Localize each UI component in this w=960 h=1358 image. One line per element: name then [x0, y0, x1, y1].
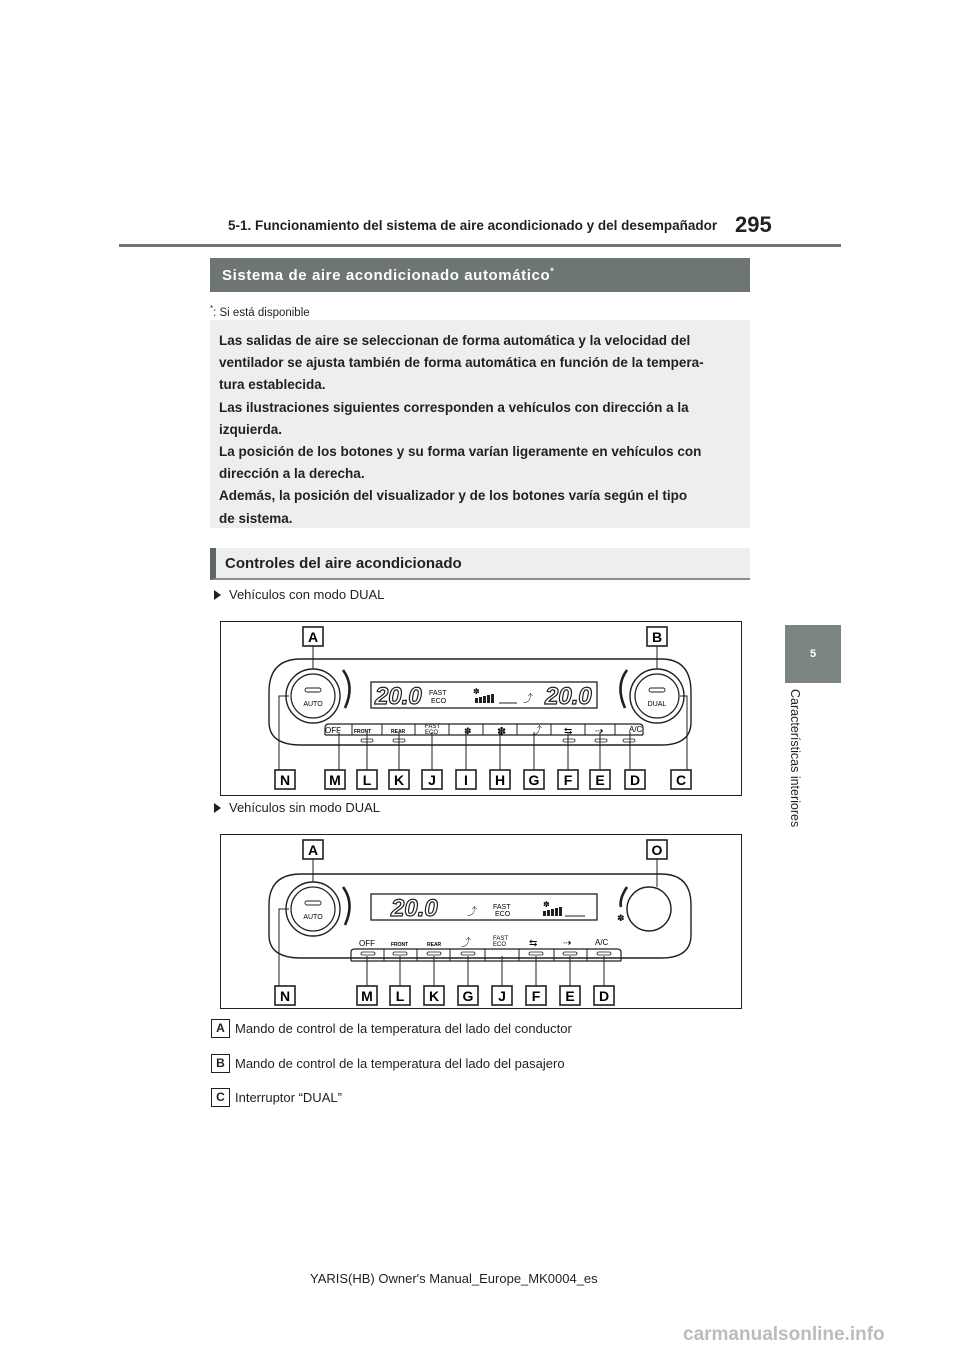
- button-indicators: [361, 952, 611, 955]
- legend-item-a: [211, 1019, 572, 1038]
- watermark: carmanualsonline.info: [683, 1324, 885, 1345]
- right-bracket-mark: [621, 887, 627, 907]
- callout-j: [422, 770, 442, 789]
- right-temperature: 20.0: [545, 683, 592, 710]
- legend-text: Interruptor “DUAL”: [235, 1090, 342, 1105]
- right-bracket-mark: [620, 670, 627, 708]
- fast-button-label[interactable]: FAST: [493, 936, 509, 942]
- intro-line: ventilador se ajusta también de forma automática en función de la tempera-: [219, 355, 704, 371]
- svg-text:M: M: [329, 772, 341, 788]
- svg-text:J: J: [498, 988, 506, 1004]
- running-header: 5-1. Funcionamiento del sistema de aire acondicionado y del desempañador: [228, 218, 718, 233]
- svg-text:E: E: [595, 772, 605, 788]
- climate-display: [371, 682, 597, 710]
- callout-a: [303, 840, 323, 859]
- auto-label: AUTO: [303, 914, 323, 921]
- figure-nodual-caption-text: Vehículos sin modo DUAL: [229, 800, 381, 815]
- legend-key: A: [211, 1019, 230, 1038]
- bullet-triangle-icon: [214, 803, 221, 813]
- rear-defogger-label[interactable]: REAR: [427, 942, 442, 948]
- mode-select-icon[interactable]: ⤴: [461, 938, 471, 949]
- left-bracket-mark: [343, 670, 350, 708]
- intro-line: de sistema.: [219, 510, 293, 526]
- svg-text:D: D: [598, 988, 610, 1004]
- ac-button-label[interactable]: A/C: [595, 938, 609, 947]
- svg-text:L: L: [362, 772, 372, 788]
- driver-temperature-knob[interactable]: [286, 669, 340, 723]
- intro-line: Las ilustraciones siguientes corresponden a vehículos con dirección a la: [219, 399, 689, 415]
- svg-text:N: N: [279, 988, 291, 1004]
- callout-g: [458, 986, 478, 1005]
- svg-text:O: O: [651, 842, 663, 858]
- legend-text: Mando de control de la temperatura del lado del pasajero: [235, 1056, 565, 1071]
- climate-display: [371, 894, 597, 922]
- dual-label: DUAL: [647, 701, 667, 708]
- page-number: 295: [735, 212, 772, 237]
- callout-n: [275, 986, 295, 1005]
- recirculation-icon[interactable]: ⇆: [529, 938, 538, 949]
- eco-button-label[interactable]: ECO: [425, 730, 439, 736]
- intro-box: [210, 320, 750, 528]
- svg-text:I: I: [464, 772, 468, 788]
- fast-button-label[interactable]: FAST: [425, 724, 441, 730]
- eco-label: ECO: [495, 911, 511, 918]
- callout-m: [325, 770, 345, 789]
- fan-icon: ✽: [473, 687, 480, 696]
- svg-text:A: A: [307, 629, 319, 645]
- figure-dual-caption: [214, 587, 384, 602]
- fan-speed-knob[interactable]: [627, 887, 671, 931]
- bullet-triangle-icon: [214, 590, 221, 600]
- callout-l: [357, 770, 377, 789]
- callout-o: [647, 840, 667, 859]
- passenger-temperature-knob[interactable]: [630, 669, 684, 723]
- intro-line: Además, la posición del visualizador y de los botones varía según el tipo: [219, 488, 688, 504]
- figure-dual-panel: [220, 621, 742, 796]
- callout-e: [560, 986, 580, 1005]
- svg-text:L: L: [395, 988, 405, 1004]
- callout-a: [303, 627, 323, 646]
- availability-footnote: [210, 304, 310, 319]
- section-title-marker: *: [550, 266, 554, 276]
- svg-text:F: F: [563, 772, 573, 788]
- callout-f: [558, 770, 578, 789]
- callout-e: [590, 770, 610, 789]
- intro-line: tura establecida.: [219, 377, 326, 393]
- callout-g: [524, 770, 544, 789]
- figure-nodual-panel: [220, 834, 742, 1009]
- off-button-label[interactable]: OFF: [325, 726, 341, 735]
- fan-up-icon[interactable]: ✽: [497, 726, 507, 738]
- left-temperature: 20.0: [375, 683, 422, 710]
- airflow-mode-icon: ⤴: [467, 907, 477, 918]
- eco-button-label[interactable]: ECO: [493, 942, 507, 948]
- figure-dual-caption-text: Vehículos con modo DUAL: [229, 587, 385, 602]
- svg-text:E: E: [565, 988, 575, 1004]
- svg-text:M: M: [361, 988, 373, 1004]
- svg-text:H: H: [494, 772, 506, 788]
- callout-d: [594, 986, 614, 1005]
- svg-text:B: B: [651, 629, 663, 645]
- intro-line: La posición de los botones y su forma varían ligeramente en vehículos con: [219, 444, 702, 460]
- callout-b: [647, 627, 667, 646]
- section-title: Sistema de aire acondicionado automático: [222, 267, 551, 284]
- button-indicators: [361, 739, 635, 742]
- callout-c: [671, 770, 691, 789]
- manual-footer: YARIS(HB) Owner's Manual_Europe_MK0004_es: [310, 1271, 598, 1286]
- rear-defogger-label[interactable]: REAR: [391, 729, 406, 735]
- temperature-readout: 20.0: [391, 895, 438, 922]
- svg-text:N: N: [279, 772, 291, 788]
- fan-icon: ✽: [543, 900, 550, 909]
- callout-j: [492, 986, 512, 1005]
- svg-text:K: K: [428, 988, 440, 1004]
- svg-text:G: G: [462, 988, 474, 1004]
- temperature-knob[interactable]: [286, 882, 340, 936]
- ac-button-label[interactable]: A/C: [629, 725, 643, 734]
- callout-f: [526, 986, 546, 1005]
- chapter-label-text: Características interiores: [788, 689, 802, 828]
- footnote-text: : Si está disponible: [213, 306, 310, 319]
- fan-knob-icon: ✽: [617, 913, 625, 923]
- legend-text: Mando de control de la temperatura del lado del conductor: [235, 1021, 572, 1036]
- legend-key: B: [211, 1054, 230, 1073]
- figure-nodual-caption: [214, 800, 380, 815]
- intro-line: dirección a la derecha.: [219, 466, 365, 482]
- chapter-label: [786, 689, 806, 849]
- callout-h: [490, 770, 510, 789]
- eco-label: ECO: [431, 698, 447, 705]
- intro-line: izquierda.: [219, 421, 283, 437]
- footnote-marker: *: [210, 304, 214, 313]
- legend-item-b: [211, 1054, 565, 1073]
- callout-k: [424, 986, 444, 1005]
- outside-air-icon[interactable]: ⇢: [595, 726, 604, 737]
- svg-text:A: A: [307, 842, 319, 858]
- callout-k: [389, 770, 409, 789]
- header-divider: [119, 244, 841, 247]
- svg-text:J: J: [428, 772, 436, 788]
- legend-item-c: [211, 1088, 342, 1107]
- button-separators: [384, 949, 587, 961]
- fast-label: FAST: [493, 904, 511, 911]
- front-defogger-label[interactable]: FRONT: [354, 729, 372, 735]
- svg-text:F: F: [531, 988, 541, 1004]
- callout-i: [456, 770, 476, 789]
- callout-d: [625, 770, 645, 789]
- svg-text:G: G: [528, 772, 540, 788]
- outside-air-icon[interactable]: ⇢: [563, 938, 572, 949]
- svg-text:C: C: [675, 772, 687, 788]
- left-bracket-mark: [343, 887, 350, 925]
- airflow-mode-icon: ⤴: [523, 694, 533, 705]
- subsection-title: Controles del aire acondicionado: [210, 548, 750, 580]
- recirculation-icon[interactable]: ⇆: [564, 726, 573, 737]
- chapter-tab[interactable]: 5: [785, 625, 841, 683]
- legend-key: C: [211, 1088, 230, 1107]
- intro-line: Las salidas de aire se seleccionan de forma automática y la velocidad del: [219, 333, 691, 348]
- section-title-bar: [210, 258, 750, 292]
- callout-n: [275, 770, 295, 789]
- fan-down-icon[interactable]: ✽: [464, 726, 472, 736]
- mode-select-icon[interactable]: ⤴: [532, 726, 542, 737]
- off-button-label[interactable]: OFF: [359, 939, 375, 948]
- svg-text:D: D: [629, 772, 641, 788]
- svg-text:K: K: [393, 772, 405, 788]
- callout-l: [390, 986, 410, 1005]
- auto-label: AUTO: [303, 701, 323, 708]
- fast-label: FAST: [429, 690, 447, 697]
- front-defogger-label[interactable]: FRONT: [391, 942, 409, 948]
- callout-m: [357, 986, 377, 1005]
